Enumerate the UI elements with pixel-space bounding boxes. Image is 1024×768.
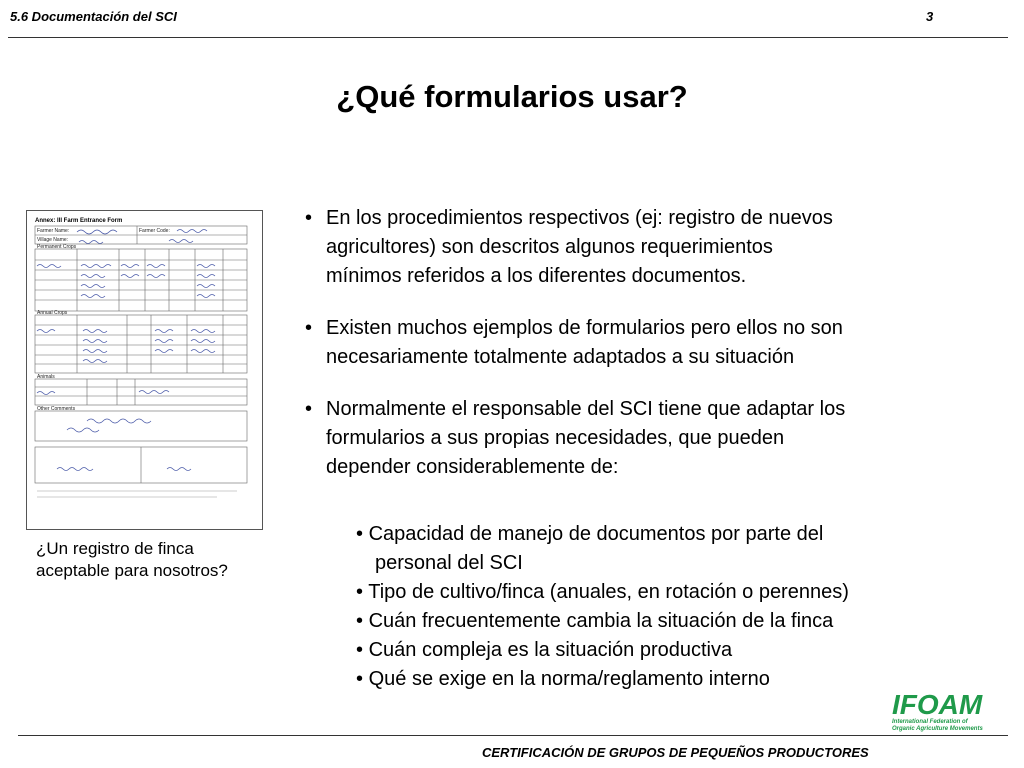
sub-bullet-text: Cuán compleja es la situación productiva xyxy=(368,639,733,661)
sub-bullet-dot: • xyxy=(356,610,364,632)
sub-bullet-item xyxy=(356,520,996,578)
form-heading: Annex: III Farm Entrance Form xyxy=(35,218,123,224)
bullet-item xyxy=(305,395,1010,482)
bullet-line: necesariamente totalmente adaptados a su situación xyxy=(326,346,795,368)
sub-bullet-text: Cuán frecuentemente cambia la situación de la finca xyxy=(368,610,834,632)
logo-tagline-line: Organic Agriculture Movements xyxy=(892,726,983,732)
handwriting-scribbles xyxy=(37,230,215,471)
bullet-line: agricultores) son descritos algunos requerimientos xyxy=(326,236,773,258)
logo-tagline-line: International Federation of xyxy=(892,719,968,725)
sub-bullet-item xyxy=(356,607,996,636)
caption-line: ¿Un registro de finca xyxy=(36,539,194,558)
image-caption xyxy=(36,538,228,582)
sub-bullet-text: Qué se exige en la norma/reglamento interno xyxy=(368,668,770,690)
sub-bullet-text: Tipo de cultivo/finca (anuales, en rotación o perennes) xyxy=(368,581,849,603)
bottom-divider xyxy=(18,735,1008,736)
form-annual-crops-label: Annual Crops xyxy=(37,310,68,316)
bullet-dot: • xyxy=(305,207,313,229)
sub-bullet-item xyxy=(356,636,996,665)
form-farmer-name-label: Farmer Name: xyxy=(37,228,70,234)
sub-bullet-dot: • xyxy=(356,523,364,545)
footer-text: CERTIFICACIÓN DE GRUPOS DE PEQUEÑOS PRODUCTORES xyxy=(482,745,869,760)
logo-tagline xyxy=(892,719,983,733)
sub-bullet-dot: • xyxy=(356,581,364,603)
top-divider xyxy=(8,37,1008,38)
caption-line: aceptable para nosotros? xyxy=(36,561,228,580)
bullet-dot: • xyxy=(305,398,313,420)
sub-bullet-dot: • xyxy=(356,668,364,690)
form-farmer-code-label: Farmer Code: xyxy=(139,228,170,234)
bullet-dot: • xyxy=(305,317,313,339)
bullet-line: Existen muchos ejemplos de formularios pero ellos no son xyxy=(326,317,843,339)
bullet-line: Normalmente el responsable del SCI tiene que adaptar los xyxy=(326,398,846,420)
form-other-comments-label: Other Comments xyxy=(37,406,76,412)
bullet-line: mínimos referidos a los diferentes documentos. xyxy=(326,265,747,287)
sub-bullet-dot: • xyxy=(356,639,364,661)
form-permanent-crops-label: Permanent Crops xyxy=(37,244,77,250)
slide-title: ¿Qué formularios usar? xyxy=(336,79,688,114)
sub-bullet-text: personal del SCI xyxy=(375,552,523,574)
form-village-name-label: Village Name: xyxy=(37,237,69,243)
main-bullet-list xyxy=(305,204,1010,482)
ifoam-logo xyxy=(892,688,988,732)
form-animals-label: Animals xyxy=(37,374,55,380)
sub-bullet-list xyxy=(356,520,996,694)
bullet-line: depender considerablemente de: xyxy=(326,456,619,478)
section-header: 5.6 Documentación del SCI xyxy=(10,9,177,24)
bullet-item xyxy=(305,204,1010,291)
farm-form-image xyxy=(26,210,263,530)
logo-wordmark: IFOAM xyxy=(892,689,983,720)
page-number: 3 xyxy=(926,9,934,24)
bullet-item xyxy=(305,314,1010,372)
bullet-line: En los procedimientos respectivos (ej: registro de nuevos xyxy=(326,207,833,229)
sub-bullet-text: Capacidad de manejo de documentos por parte del xyxy=(368,523,824,545)
bullet-line: formularios a sus propias necesidades, que pueden xyxy=(326,427,785,449)
sub-bullet-item xyxy=(356,578,996,607)
